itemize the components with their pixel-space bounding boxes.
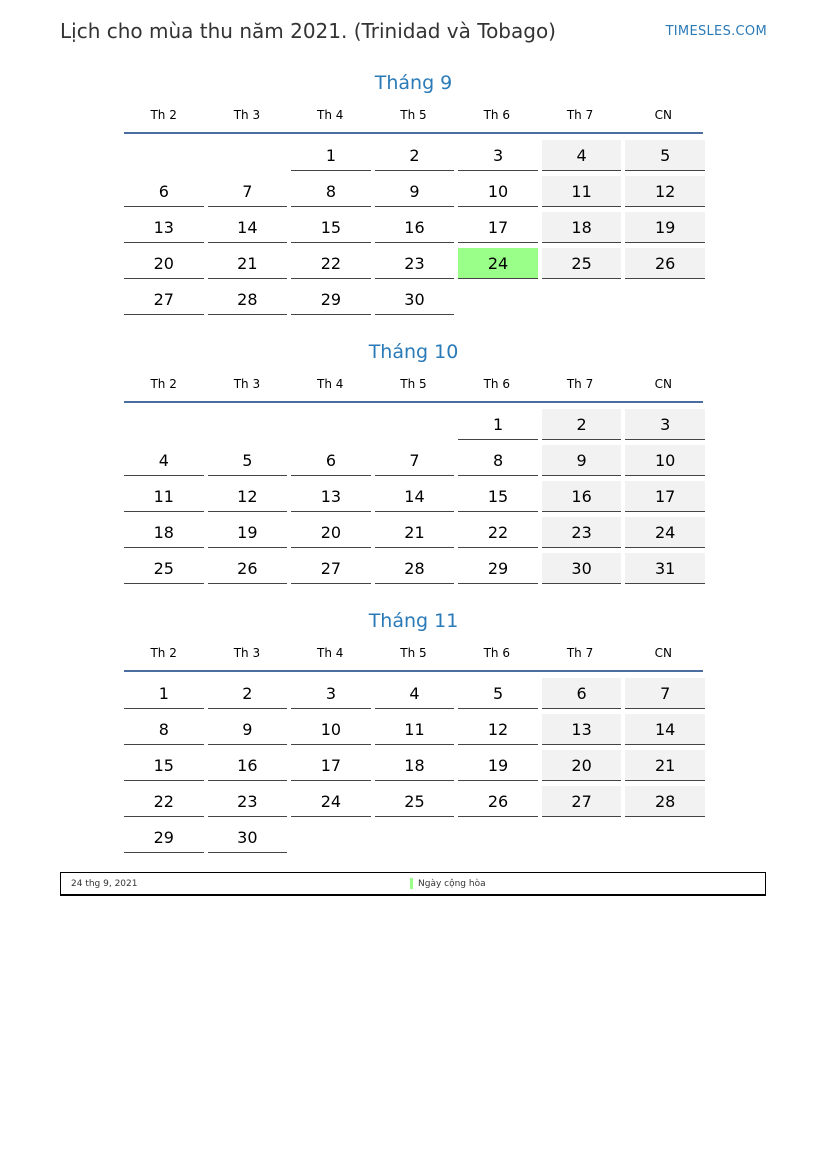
- legend-date: 24 thg 9, 2021: [71, 879, 138, 889]
- day-cell: 5: [208, 445, 288, 476]
- day-cell: 31: [625, 553, 705, 584]
- weekday-label: Th 3: [233, 377, 261, 391]
- day-cell: 24: [625, 517, 705, 548]
- month-title: Tháng 9: [374, 72, 453, 94]
- month-title: Tháng 10: [368, 341, 459, 363]
- weekday-label: Th 7: [566, 108, 594, 122]
- day-cell: 13: [542, 714, 622, 745]
- day-cell: 8: [124, 714, 204, 745]
- day-cell: 17: [291, 750, 371, 781]
- day-cell: 6: [291, 445, 371, 476]
- day-cell: 22: [291, 248, 371, 279]
- day-cell: 2: [208, 678, 288, 709]
- day-cell: 30: [208, 822, 288, 853]
- day-cell: 4: [124, 445, 204, 476]
- day-cell: 15: [124, 750, 204, 781]
- day-cell: 3: [625, 409, 705, 440]
- day-cell: 1: [124, 678, 204, 709]
- day-cell: 28: [625, 786, 705, 817]
- day-cell: 5: [625, 140, 705, 171]
- day-cell: 5: [458, 678, 538, 709]
- day-cell: 20: [124, 248, 204, 279]
- day-cell-empty: [124, 409, 204, 440]
- weekday-label: Th 5: [400, 377, 427, 391]
- day-cell: 14: [208, 212, 288, 243]
- day-cell: 4: [542, 140, 622, 171]
- day-cell: 21: [375, 517, 455, 548]
- day-cell: 24: [291, 786, 371, 817]
- day-cell: 27: [291, 553, 371, 584]
- day-cell: 12: [458, 714, 538, 745]
- day-cell: 10: [291, 714, 371, 745]
- weekday-label: CN: [654, 108, 672, 122]
- weekday-label: Th 3: [233, 108, 261, 122]
- weekday-label: Th 2: [150, 646, 177, 660]
- day-cell: 2: [375, 140, 455, 171]
- weekday-label: Th 2: [150, 108, 177, 122]
- day-cell: 20: [542, 750, 622, 781]
- day-cell: 25: [542, 248, 622, 279]
- day-cell: 7: [375, 445, 455, 476]
- weekday-label: Th 5: [400, 646, 427, 660]
- day-cell: 8: [291, 176, 371, 207]
- day-cell: 30: [542, 553, 622, 584]
- weekday-label: Th 3: [233, 646, 261, 660]
- day-grid: [124, 409, 703, 589]
- day-cell: 15: [458, 481, 538, 512]
- day-cell: 27: [124, 284, 204, 315]
- day-cell: 16: [542, 481, 622, 512]
- weekday-label: Th 2: [150, 377, 177, 391]
- site-link[interactable]: TIMESLES.COM: [665, 24, 767, 39]
- day-cell: 17: [625, 481, 705, 512]
- day-cell: 11: [542, 176, 622, 207]
- day-cell: 18: [124, 517, 204, 548]
- day-cell: 9: [375, 176, 455, 207]
- day-cell: 21: [625, 750, 705, 781]
- day-cell: 25: [375, 786, 455, 817]
- day-cell: 14: [375, 481, 455, 512]
- day-cell: 19: [208, 517, 288, 548]
- day-cell: 20: [291, 517, 371, 548]
- weekday-header: [124, 374, 703, 403]
- weekday-header: [124, 643, 703, 672]
- day-cell: 1: [291, 140, 371, 171]
- day-cell: 28: [375, 553, 455, 584]
- day-cell: 2: [542, 409, 622, 440]
- day-cell: 9: [542, 445, 622, 476]
- day-cell: 23: [208, 786, 288, 817]
- day-cell: 23: [542, 517, 622, 548]
- day-cell: 1: [458, 409, 538, 440]
- day-cell: 29: [291, 284, 371, 315]
- day-cell: 13: [124, 212, 204, 243]
- day-cell-empty: [291, 409, 371, 440]
- day-cell-holiday: 24: [458, 248, 538, 279]
- day-cell: 17: [458, 212, 538, 243]
- day-cell: 22: [458, 517, 538, 548]
- day-cell: 9: [208, 714, 288, 745]
- day-cell: 10: [625, 445, 705, 476]
- day-cell: 21: [208, 248, 288, 279]
- day-cell: 7: [208, 176, 288, 207]
- day-cell: 12: [208, 481, 288, 512]
- day-cell: 4: [375, 678, 455, 709]
- month-november: [124, 608, 703, 858]
- day-cell: 11: [124, 481, 204, 512]
- day-cell: 29: [458, 553, 538, 584]
- day-cell: 15: [291, 212, 371, 243]
- day-cell-empty: [124, 140, 204, 171]
- legend-holiday-name: Ngày cộng hòa: [418, 879, 486, 889]
- month-october: [124, 339, 703, 589]
- day-cell-empty: [208, 409, 288, 440]
- weekday-label: Th 6: [483, 108, 510, 122]
- day-cell: 12: [625, 176, 705, 207]
- month-september: [124, 70, 703, 320]
- day-cell: 3: [458, 140, 538, 171]
- weekday-label: Th 5: [400, 108, 427, 122]
- weekday-label: Th 7: [566, 377, 594, 391]
- day-cell: 16: [208, 750, 288, 781]
- day-cell: 6: [542, 678, 622, 709]
- day-cell: 19: [458, 750, 538, 781]
- weekday-label: Th 4: [317, 377, 344, 391]
- day-cell: 18: [542, 212, 622, 243]
- day-cell: 14: [625, 714, 705, 745]
- weekday-label: Th 4: [317, 646, 344, 660]
- weekday-label: CN: [654, 646, 672, 660]
- weekday-label: Th 6: [483, 646, 510, 660]
- day-grid: [124, 140, 703, 320]
- day-cell: 29: [124, 822, 204, 853]
- day-cell: 7: [625, 678, 705, 709]
- day-cell-empty: [208, 140, 288, 171]
- day-cell: 26: [458, 786, 538, 817]
- day-cell: 19: [625, 212, 705, 243]
- day-cell: 26: [208, 553, 288, 584]
- weekday-label: Th 4: [317, 108, 344, 122]
- holiday-legend: [60, 872, 766, 896]
- page-title: Lịch cho mùa thu năm 2021. (Trinidad và Tobago): [60, 19, 556, 43]
- month-title: Tháng 11: [368, 610, 459, 632]
- day-cell: 28: [208, 284, 288, 315]
- day-cell: 30: [375, 284, 455, 315]
- weekday-label: Th 7: [566, 646, 594, 660]
- weekday-label: CN: [654, 377, 672, 391]
- day-cell: 18: [375, 750, 455, 781]
- day-cell-empty: [375, 409, 455, 440]
- day-cell: 13: [291, 481, 371, 512]
- day-cell: 11: [375, 714, 455, 745]
- day-cell: 3: [291, 678, 371, 709]
- day-cell: 16: [375, 212, 455, 243]
- day-cell: 6: [124, 176, 204, 207]
- day-cell: 27: [542, 786, 622, 817]
- day-cell: 23: [375, 248, 455, 279]
- day-cell: 22: [124, 786, 204, 817]
- day-cell: 26: [625, 248, 705, 279]
- holiday-swatch: [410, 878, 413, 889]
- day-cell: 8: [458, 445, 538, 476]
- day-grid: [124, 678, 703, 858]
- weekday-header: [124, 105, 703, 134]
- weekday-label: Th 6: [483, 377, 510, 391]
- day-cell: 10: [458, 176, 538, 207]
- day-cell: 25: [124, 553, 204, 584]
